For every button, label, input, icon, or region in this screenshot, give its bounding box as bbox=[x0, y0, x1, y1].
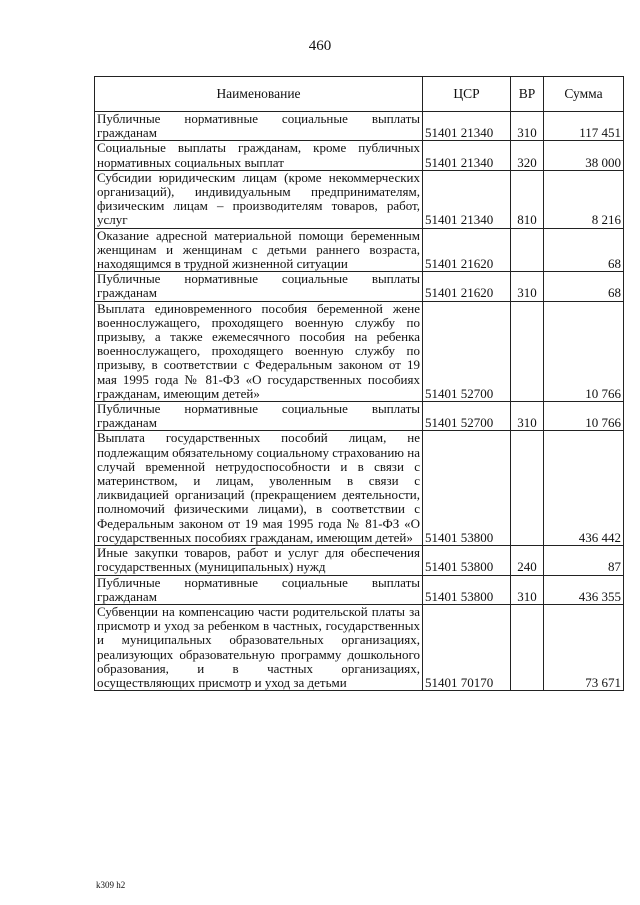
row-name: Публичные нормативные социальные выплаты гражданам bbox=[95, 402, 423, 431]
row-vr: 310 bbox=[511, 272, 544, 301]
row-name: Субвенции на компенсацию части родительской платы за присмотр и уход за ребенком в частных, государственных и муниципальных образовательных организациях, реализующих образовательную программу дошкольного образования, и в частных организациях, осуществляющих присмотр и уход за детьми bbox=[95, 604, 423, 690]
table-row bbox=[95, 272, 624, 301]
row-name: Выплата единовременного пособия беременной жене военнослужащего, проходящего военную службу по призыву, а также ежемесячного пособия на ребенка военнослужащего, проходящего военную службу по призыву, в соответствии с Федеральным законом от 19 мая 1995 года № 81-ФЗ «О государственных пособиях гражданам, имеющим детей» bbox=[95, 301, 423, 401]
row-csr: 51401 53800 bbox=[423, 431, 511, 546]
row-vr bbox=[511, 604, 544, 690]
row-vr: 810 bbox=[511, 170, 544, 228]
row-vr bbox=[511, 431, 544, 546]
row-vr bbox=[511, 301, 544, 401]
table-row bbox=[95, 431, 624, 546]
row-sum: 436 355 bbox=[544, 575, 624, 604]
row-name: Публичные нормативные социальные выплаты гражданам bbox=[95, 272, 423, 301]
row-vr bbox=[511, 228, 544, 272]
row-name: Выплата государственных пособий лицам, не подлежащим обязательному социальному страхованию на случай временной нетрудоспособности и в связи с материнством, и лицам, уволенным в связи с ликвидацией организаций (прекращением деятельности, полномочий физическими лицами), в соответствии с Федеральным законом от 19 мая 1995 года № 81-ФЗ «О государственных пособиях гражданам, имеющим детей» bbox=[95, 431, 423, 546]
table-row bbox=[95, 604, 624, 690]
row-name: Субсидии юридическим лицам (кроме некоммерческих организаций), индивидуальным предпринимателям, физическим лицам – производителям товаров, работ, услуг bbox=[95, 170, 423, 228]
row-sum: 38 000 bbox=[544, 141, 624, 170]
row-vr: 240 bbox=[511, 546, 544, 575]
row-sum: 68 bbox=[544, 228, 624, 272]
row-csr: 51401 53800 bbox=[423, 575, 511, 604]
row-sum: 68 bbox=[544, 272, 624, 301]
table-row bbox=[95, 402, 624, 431]
row-sum: 87 bbox=[544, 546, 624, 575]
table-row bbox=[95, 228, 624, 272]
table-row bbox=[95, 301, 624, 401]
table-row bbox=[95, 546, 624, 575]
budget-table bbox=[94, 76, 624, 691]
page-number: 460 bbox=[308, 38, 332, 54]
table-header-row bbox=[95, 77, 624, 112]
row-sum: 73 671 bbox=[544, 604, 624, 690]
row-csr: 51401 21620 bbox=[423, 272, 511, 301]
row-name: Социальные выплаты гражданам, кроме публичных нормативных социальных выплат bbox=[95, 141, 423, 170]
header-csr: ЦСР bbox=[423, 77, 511, 112]
row-vr: 310 bbox=[511, 575, 544, 604]
row-vr: 310 bbox=[511, 402, 544, 431]
row-sum: 117 451 bbox=[544, 112, 624, 141]
row-name: Оказание адресной материальной помощи беременным женщинам и женщинам с детьми раннего возраста, находящимся в трудной жизненной ситуации bbox=[95, 228, 423, 272]
table-row bbox=[95, 170, 624, 228]
row-sum: 8 216 bbox=[544, 170, 624, 228]
row-sum: 10 766 bbox=[544, 402, 624, 431]
row-csr: 51401 21620 bbox=[423, 228, 511, 272]
table-row bbox=[95, 141, 624, 170]
row-sum: 10 766 bbox=[544, 301, 624, 401]
header-vr: ВР bbox=[511, 77, 544, 112]
row-csr: 51401 21340 bbox=[423, 170, 511, 228]
row-csr: 51401 53800 bbox=[423, 546, 511, 575]
row-csr: 51401 70170 bbox=[423, 604, 511, 690]
row-vr: 320 bbox=[511, 141, 544, 170]
row-name: Публичные нормативные социальные выплаты гражданам bbox=[95, 112, 423, 141]
row-name: Иные закупки товаров, работ и услуг для обеспечения государственных (муниципальных) нужд bbox=[95, 546, 423, 575]
row-vr: 310 bbox=[511, 112, 544, 141]
row-csr: 51401 21340 bbox=[423, 141, 511, 170]
footer-code: k309 h2 bbox=[96, 880, 126, 890]
row-csr: 51401 52700 bbox=[423, 301, 511, 401]
table-row bbox=[95, 112, 624, 141]
header-name: Наименование bbox=[95, 77, 423, 112]
row-name: Публичные нормативные социальные выплаты гражданам bbox=[95, 575, 423, 604]
row-csr: 51401 21340 bbox=[423, 112, 511, 141]
header-sum: Сумма bbox=[544, 77, 624, 112]
row-csr: 51401 52700 bbox=[423, 402, 511, 431]
row-sum: 436 442 bbox=[544, 431, 624, 546]
table-row bbox=[95, 575, 624, 604]
